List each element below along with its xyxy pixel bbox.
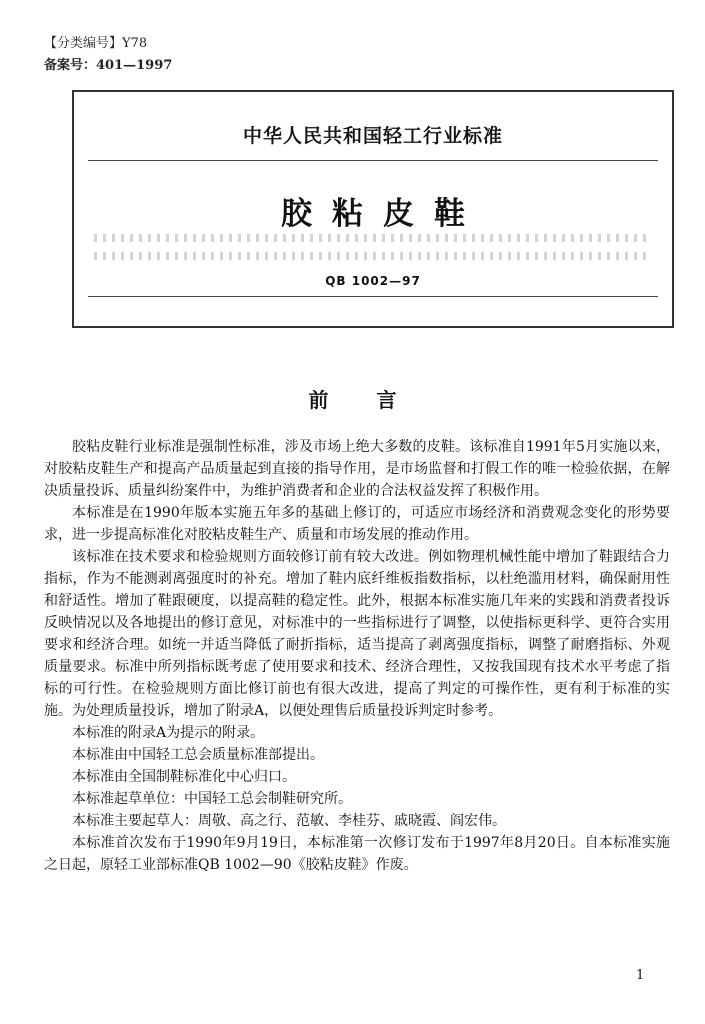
paragraph: 本标准的附录A为提示的附录。 [72,725,265,741]
page-number: 1 [636,968,645,983]
standard-name: 胶粘皮鞋 [281,196,485,232]
preface-body [44,436,670,876]
paragraph: 本标准主要起草人：周敬、高之行、范敏、李桂芬、戚晓霞、阎宏伟。 [72,813,506,829]
faint-english-title-2 [94,252,652,260]
industry-standard-title: 中华人民共和国轻工行业标准 [242,125,503,147]
classification-number: 【分类编号】Y78 [44,36,148,51]
standard-code: QB 1002—97 [325,274,421,288]
cover-frame [72,90,674,328]
paragraph: 本标准由全国制鞋标准化中心归口。 [72,769,296,785]
record-number: 备案号：401—1997 [44,58,173,73]
preface-title: 前言 [308,388,445,412]
paragraph: 该标准在技术要求和检验规则方面较修订前有较大改进。例如物理机械性能中增加了鞋跟结合力指标，作为不能测剥离强度时的补充。增加了鞋内底纤维板指数指标，以杜绝滥用材料，确保耐用性和舒适性。增加了鞋跟硬度，以提高鞋的稳定性。此外，根据本标准实施几年来的实践和消费者投诉反映情况以及各地提出的修订意见，对标准中的一些指标进行了调整，以使指标更科学、更符合实用要求和经济合理。如统一并适当降低了耐折指标，适当提高了剥离强度指标，调整了耐磨指标、外观质量要求。标准中所列指标既考虑了使用要求和技术、经济合理性，又按我国现有技术水平考虑了指标的可行性。在检验规则方面比修订前也有很大改进，提高了判定的可操作性，更有利于标准的实施。为处理质量投诉，增加了附录A，以便处理售后质量投诉判定时参考。 [44,549,670,719]
paragraph: 本标准起草单位：中国轻工总会制鞋研究所。 [72,791,352,807]
faint-english-title [94,234,652,242]
paragraph: 本标准由中国轻工总会质量标准部提出。 [72,747,324,763]
paragraph: 胶粘皮鞋行业标准是强制性标准，涉及市场上绝大多数的皮鞋。该标准自1991年5月实施以来，对胶粘皮鞋生产和提高产品质量起到直接的指导作用，是市场监督和打假工作的唯一检验依据，在解决质量投诉、质量纠纷案件中，为维护消费者和企业的合法权益发挥了积极作用。 [44,439,670,499]
paragraph: 本标准是在1990年版本实施五年多的基础上修订的，可适应市场经济和消费观念变化的形势要求，进一步提高标准化对胶粘皮鞋生产、质量和市场发展的推动作用。 [44,505,670,543]
paragraph: 本标准首次发布于1990年9月19日，本标准第一次修订发布于1997年8月20日。自本标准实施之日起，原轻工业部标准QB 1002—90《胶粘皮鞋》作废。 [44,835,670,873]
code-rule [88,296,658,297]
title-rule [88,160,658,161]
